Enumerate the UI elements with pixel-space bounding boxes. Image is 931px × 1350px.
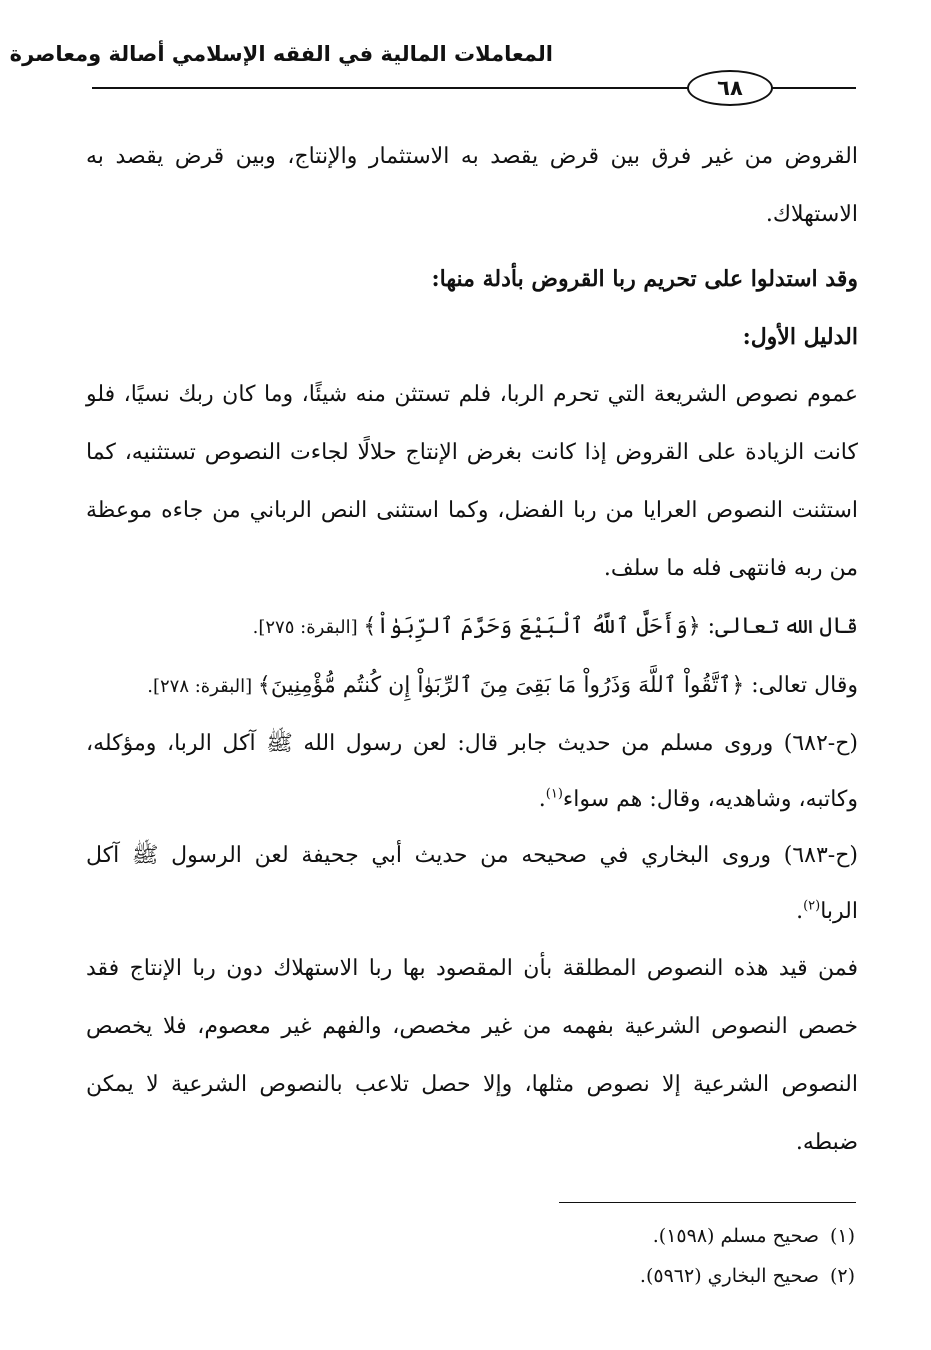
body-text <box>86 128 858 1172</box>
quote-intro: وقال تعالى: <box>744 673 858 698</box>
hadith-end: . <box>796 899 804 924</box>
footnote-text: صحيح مسلم (١٥٩٨). <box>652 1225 819 1247</box>
surah-reference: [البقرة: ٢٧٨]. <box>147 676 258 697</box>
paragraph-conclusion: فمن قيد هذه النصوص المطلقة بأن المقصود بها ربا الاستهلاك دون ربا الإنتاج فقد خصص النصوص الشرعية بفهمه من غير مخصص، والفهم غير معصوم، فلا يخصص النصوص الشرعية إلا نصوص مثلها، وإلا حصل تلاعب بالنصوص الشرعية لا يمكن ضبطه. <box>86 956 858 1155</box>
paragraph-intro: القروض من غير فرق بين قرض يقصد به الاستثمار والإنتاج، وبين قرض يقصد به الاستهلاك. <box>86 144 858 227</box>
footnote-marker[interactable]: (٢) <box>803 898 821 914</box>
quran-quote-1 <box>86 598 858 657</box>
footnotes <box>355 1216 855 1296</box>
hadith-text: (ح-٦٨٣) وروى البخاري في صحيحه من حديث أبي جحيفة لعن الرسول ﷺ آكل الربا <box>86 843 858 924</box>
footnote-item <box>355 1216 855 1256</box>
paragraph-first-evidence: عموم نصوص الشريعة التي تحرم الربا، فلم تستثن منه شيئًا، وما كان ربك نسيًا، فلو كانت الزيادة على القروض إذا كانت بغرض الإنتاج حلالًا لجاءت النصوص تستثنيه، كما استثنت النصوص العرايا من ربا الفضل، وكما استثنى النص الرباني من جاءه موعظة من ربه فانتهى فله ما سلف. <box>86 382 858 581</box>
hadith-682 <box>86 716 858 828</box>
quran-quote-2 <box>86 657 858 716</box>
ayah-text: ﴿ٱتَّقُواْ ٱللَّهَ وَذَرُواْ مَا بَقِىَ مِنَ ٱلرِّبَوٰاْ إِن كُنتُم مُّؤْمِنِينَ﴾ <box>257 673 745 698</box>
hadith-text: (ح-٦٨٢) وروى مسلم من حديث جابر قال: لعن رسول الله ﷺ آكل الربا، ومؤكله، وكاتبه، وشاهديه، وقال: هم سواء <box>86 731 859 812</box>
hadith-683 <box>86 828 858 940</box>
evidence-heading: وقد استدلوا على تحريم ربا القروض بأدلة منها: <box>431 266 858 292</box>
footnote-number: (١) <box>829 1225 855 1247</box>
footnote-text: صحيح البخاري (٥٩٦٢). <box>639 1265 819 1287</box>
running-header-title: المعاملات المالية في الفقه الإسلامي أصالة ومعاصرة <box>9 42 553 66</box>
hadith-end: . <box>538 787 546 812</box>
footnote-number: (٢) <box>829 1265 855 1287</box>
first-evidence-heading: الدليل الأول: <box>742 324 858 350</box>
page-number-badge: ٦٨ <box>687 70 773 106</box>
footnote-marker[interactable]: (١) <box>545 786 563 802</box>
surah-reference: [البقرة: ٢٧٥]. <box>252 617 364 638</box>
quote-intro: قال الله تعالى: <box>700 614 858 639</box>
footnote-separator <box>559 1202 856 1203</box>
ayah-text: ﴿وَأَحَلَّ ٱللَّهُ ٱلْبَيْعَ وَحَرَّمَ ٱلرِّبَوٰاْ﴾ <box>363 614 701 639</box>
footnote-item <box>355 1256 855 1296</box>
